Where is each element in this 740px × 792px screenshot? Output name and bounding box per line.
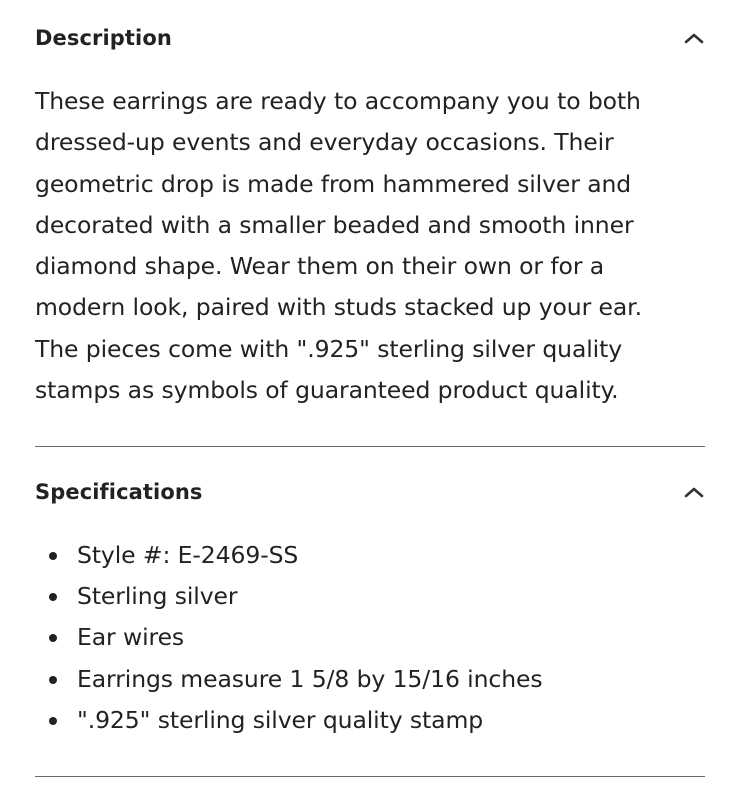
specifications-divider [35, 776, 705, 777]
list-item [35, 700, 695, 741]
list-item [35, 535, 695, 576]
spec-text: Earrings measure 1 5/8 by 15/16 inches [77, 664, 543, 693]
spec-text: Sterling silver [77, 582, 238, 611]
description-divider [35, 446, 705, 447]
spec-text: Style #: E-2469-SS [77, 541, 299, 569]
spec-text: Ear wires [77, 623, 185, 652]
chevron-up-icon[interactable] [683, 481, 705, 503]
description-body: These earrings are ready to accompany you to both dressed-up events and everyday occasions. Their geometric drop is made from hammered silver and decorated with a smaller beaded and smooth inner diamond shape. Wear them on their own or for a modern look, paired with studs stacked up your ear. The pieces come with ".925" sterling silver quality stamps as symbols of guaranteed product quality. [35, 87, 642, 405]
list-item [35, 576, 695, 617]
bullet-icon [49, 552, 57, 560]
specifications-list [35, 535, 695, 741]
specifications-title: Specifications [35, 480, 203, 504]
chevron-up-icon[interactable] [683, 27, 705, 49]
list-item [35, 617, 695, 658]
spec-text: ".925" sterling silver quality stamp [77, 705, 484, 734]
bullet-icon [49, 717, 57, 725]
bullet-icon [49, 593, 57, 601]
bullet-icon [49, 634, 57, 642]
bullet-icon [49, 676, 57, 684]
list-item [35, 659, 695, 700]
description-title: Description [35, 26, 172, 50]
specifications-header[interactable] [35, 472, 705, 512]
specifications-section [0, 460, 740, 792]
description-header[interactable] [35, 18, 705, 58]
